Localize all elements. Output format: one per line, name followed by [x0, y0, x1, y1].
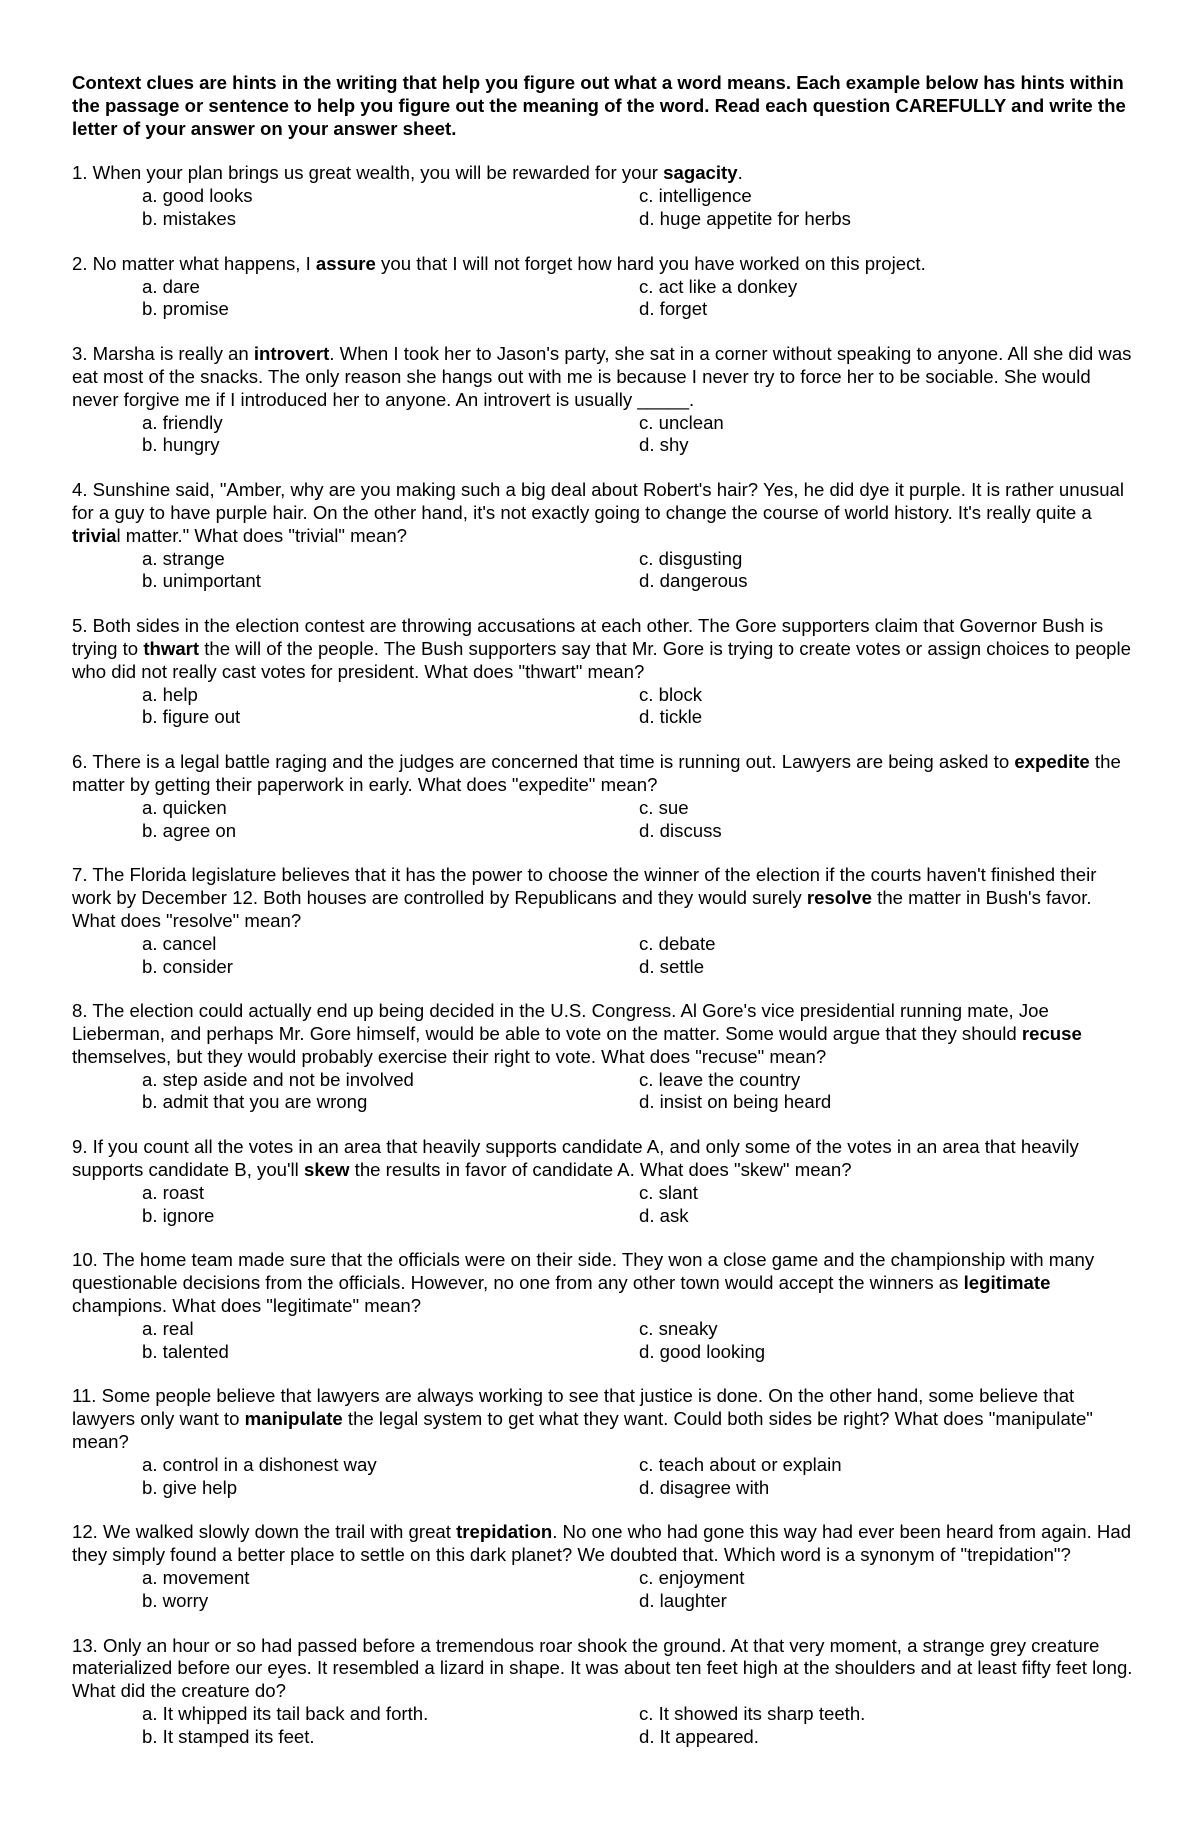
- question-stem: [72, 1521, 1140, 1567]
- answer-option: c. sneaky: [639, 1317, 718, 1339]
- target-word: thwart: [143, 637, 200, 659]
- question-11: [72, 1385, 1140, 1499]
- stem-text: 11. Some people believe that lawyers are always working to see that justice is done. On the other hand, some believe that lawyers only want to: [72, 1385, 1075, 1430]
- question-1: [72, 162, 1140, 230]
- answer-options: [72, 684, 1140, 730]
- answer-option: b. worry: [142, 1589, 209, 1611]
- answer-option: a. friendly: [142, 411, 223, 433]
- stem-text: . No one who had gone this way had ever been heard from again. Had they simply found a better place to settle on this dark planet? We doubted that. Which word is a synonym of "trepidation"?: [72, 1521, 1132, 1566]
- stem-text: .: [737, 162, 743, 184]
- answer-option: b. unimportant: [142, 570, 261, 592]
- answer-option: d. good looking: [639, 1340, 766, 1362]
- stem-text: 9. If you count all the votes in an area that heavily supports candidate A, and only some of the votes in an area that heavily supports candidate B, you'll: [72, 1136, 1079, 1181]
- answer-options: [72, 1454, 1140, 1500]
- question-stem: [72, 479, 1140, 547]
- answer-options: [72, 276, 1140, 322]
- answer-option: c. slant: [639, 1181, 698, 1203]
- target-word: legitimate: [963, 1272, 1051, 1294]
- answer-option: d. dangerous: [639, 570, 748, 592]
- answer-option: d. huge appetite for herbs: [639, 207, 851, 229]
- answer-option: d. laughter: [639, 1589, 727, 1611]
- question-stem: [72, 751, 1140, 797]
- answer-option: c. unclean: [639, 411, 724, 433]
- answer-options: [72, 412, 1140, 458]
- answer-option: c. teach about or explain: [639, 1453, 842, 1475]
- question-stem: [72, 343, 1140, 411]
- question-list: [72, 162, 1140, 1748]
- answer-option: a. good looks: [142, 185, 253, 207]
- question-2: [72, 253, 1140, 321]
- stem-text: 5. Both sides in the election contest are throwing accusations at each other. The Gore supporters claim that Governor Bush is trying to: [72, 615, 1104, 659]
- answer-option: b. consider: [142, 955, 233, 977]
- target-word: introvert: [253, 343, 330, 365]
- answer-option: a. dare: [142, 275, 200, 297]
- answer-option: d. disagree with: [639, 1476, 770, 1498]
- answer-option: d. It appeared.: [639, 1725, 759, 1747]
- stem-text: the legal system to get what they want. Could both sides be right? What does "manipulate" mean?: [72, 1408, 1093, 1453]
- stem-text: 6. There is a legal battle raging and the judges are concerned that time is running out. Lawyers are being asked to: [72, 751, 1015, 773]
- stem-text: you that I will not forget how hard you have worked on this project.: [375, 252, 926, 274]
- answer-option: a. movement: [142, 1567, 250, 1589]
- question-9: [72, 1136, 1140, 1227]
- stem-text: 8. The election could actually end up being decided in the U.S. Congress. Al Gore's vice presidential running mate, Joe Lieberman, and perhaps Mr. Gore himself, would be able to vote on the matter. Some would argue that they should: [72, 1000, 1049, 1045]
- stem-text: 3. Marsha is really an: [72, 343, 254, 365]
- answer-options: [72, 797, 1140, 843]
- stem-text: themselves, but they would probably exercise their right to vote. What does "recuse" mean?: [72, 1045, 827, 1067]
- answer-options: [72, 1703, 1140, 1749]
- question-8: [72, 1000, 1140, 1114]
- target-word: manipulate: [244, 1408, 343, 1430]
- question-stem: [72, 615, 1140, 683]
- target-word: resolve: [806, 887, 872, 909]
- stem-text: the will of the people. The Bush supporters say that Mr. Gore is trying to create votes or assign choices to people who did not really cast votes for president. What does "thwart" mean?: [72, 637, 1131, 682]
- stem-text: 1. When your plan brings us great wealth, you will be rewarded for your: [72, 162, 664, 184]
- answer-option: b. mistakes: [142, 207, 237, 229]
- target-word: expedite: [1014, 751, 1090, 773]
- target-word: sagacity: [663, 162, 738, 184]
- answer-option: c. block: [639, 683, 703, 705]
- answer-option: b. agree on: [142, 819, 237, 841]
- stem-text: l matter." What does "trivial" mean?: [116, 524, 408, 546]
- question-stem: [72, 1635, 1140, 1703]
- answer-option: a. strange: [142, 547, 225, 569]
- answer-options: [72, 933, 1140, 979]
- question-stem: [72, 253, 1140, 276]
- answer-option: c. It showed its sharp teeth.: [639, 1703, 866, 1725]
- target-word: skew: [303, 1159, 350, 1181]
- instructions: Context clues are hints in the writing that help you figure out what a word means. Each example below has hints within the passage or sentence to help you figure out the meaning of the word. Read each question CAREFULLY and write the letter of your answer on your answer sheet.: [72, 72, 1126, 139]
- answer-option: b. It stamped its feet.: [142, 1725, 315, 1747]
- answer-option: b. give help: [142, 1476, 238, 1498]
- answer-option: a. It whipped its tail back and forth.: [142, 1703, 429, 1725]
- answer-option: a. step aside and not be involved: [142, 1068, 414, 1090]
- worksheet-body: [72, 72, 1140, 1771]
- answer-option: a. help: [142, 683, 198, 705]
- stem-text: . When I took her to Jason's party, she sat in a corner without speaking to anyone. All she did was eat most of the snacks. The only reason she hangs out with me is because I never try to force her to be sociable. She would never forgive me if I introduced her to anyone. An introvert is usually _____.: [72, 343, 1132, 410]
- question-3: [72, 343, 1140, 457]
- answer-option: a. quicken: [142, 796, 227, 818]
- stem-text: 4. Sunshine said, "Amber, why are you making such a big deal about Robert's hair? Yes, he did dye it purple. It is rather unusual for a guy to have purple hair. On the other hand, it's not exactly going to change the course of world history. It's really quite a: [72, 479, 1125, 523]
- question-5: [72, 615, 1140, 729]
- stem-text: 7. The Florida legislature believes that it has the power to choose the winner of the election if the courts haven't finished their work by December 12. Both houses are controlled by Republicans and they would surely: [72, 864, 1097, 909]
- answer-options: [72, 548, 1140, 594]
- stem-text: 12. We walked slowly down the trail with great: [72, 1521, 457, 1543]
- answer-option: b. hungry: [142, 434, 220, 456]
- question-7: [72, 864, 1140, 978]
- question-12: [72, 1521, 1140, 1612]
- answer-option: d. forget: [639, 298, 708, 320]
- answer-option: a. real: [142, 1317, 194, 1339]
- answer-option: d. shy: [639, 434, 689, 456]
- answer-option: a. roast: [142, 1181, 205, 1203]
- target-word: assure: [315, 252, 376, 274]
- stem-text: 13. Only an hour or so had passed before a tremendous roar shook the ground. At that very moment, a strange grey creature materialized before our eyes. It resembled a lizard in shape. It was about ten feet high at the shoulders and at least fifty feet long. What did the creature do?: [72, 1634, 1133, 1702]
- answer-options: [72, 1069, 1140, 1115]
- stem-text: the matter in Bush's favor. What does "resolve" mean?: [72, 887, 1092, 931]
- question-6: [72, 751, 1140, 842]
- answer-option: c. disgusting: [639, 547, 743, 569]
- question-stem: [72, 1385, 1140, 1453]
- target-word: recuse: [1021, 1023, 1082, 1045]
- stem-text: champions. What does "legitimate" mean?: [72, 1295, 422, 1317]
- answer-option: c. enjoyment: [639, 1567, 745, 1589]
- stem-text: the matter by getting their paperwork in early. What does "expedite" mean?: [72, 751, 1121, 795]
- answer-option: a. cancel: [142, 932, 217, 954]
- question-10: [72, 1249, 1140, 1363]
- answer-option: c. act like a donkey: [639, 275, 798, 297]
- answer-option: d. settle: [639, 955, 705, 977]
- answer-options: [72, 1318, 1140, 1364]
- answer-option: b. promise: [142, 298, 229, 320]
- answer-options: [72, 1567, 1140, 1613]
- answer-option: a. control in a dishonest way: [142, 1453, 377, 1475]
- answer-option: c. intelligence: [639, 185, 752, 207]
- target-word: trepidation: [456, 1521, 553, 1543]
- question-stem: [72, 162, 1140, 185]
- answer-option: d. insist on being heard: [639, 1091, 832, 1113]
- answer-option: d. tickle: [639, 706, 703, 728]
- answer-option: c. sue: [639, 796, 689, 818]
- target-word: trivia: [72, 524, 117, 546]
- answer-option: d. discuss: [639, 819, 722, 841]
- answer-options: [72, 185, 1140, 231]
- question-stem: [72, 1249, 1140, 1317]
- answer-options: [72, 1182, 1140, 1228]
- answer-option: b. admit that you are wrong: [142, 1091, 368, 1113]
- answer-option: c. leave the country: [639, 1068, 801, 1090]
- answer-option: b. ignore: [142, 1204, 215, 1226]
- answer-option: c. debate: [639, 932, 716, 954]
- stem-text: 2. No matter what happens, I: [72, 252, 316, 274]
- question-4: [72, 479, 1140, 593]
- question-stem: [72, 1136, 1140, 1182]
- stem-text: the results in favor of candidate A. What does "skew" mean?: [349, 1159, 852, 1181]
- question-stem: [72, 864, 1140, 932]
- stem-text: 10. The home team made sure that the officials were on their side. They won a close game and the championship with many questionable decisions from the officials. However, no one from any other town would accept the winners as: [72, 1249, 1095, 1294]
- answer-option: d. ask: [639, 1204, 689, 1226]
- question-13: [72, 1635, 1140, 1749]
- answer-option: b. talented: [142, 1340, 229, 1362]
- question-stem: [72, 1000, 1140, 1068]
- answer-option: b. figure out: [142, 706, 241, 728]
